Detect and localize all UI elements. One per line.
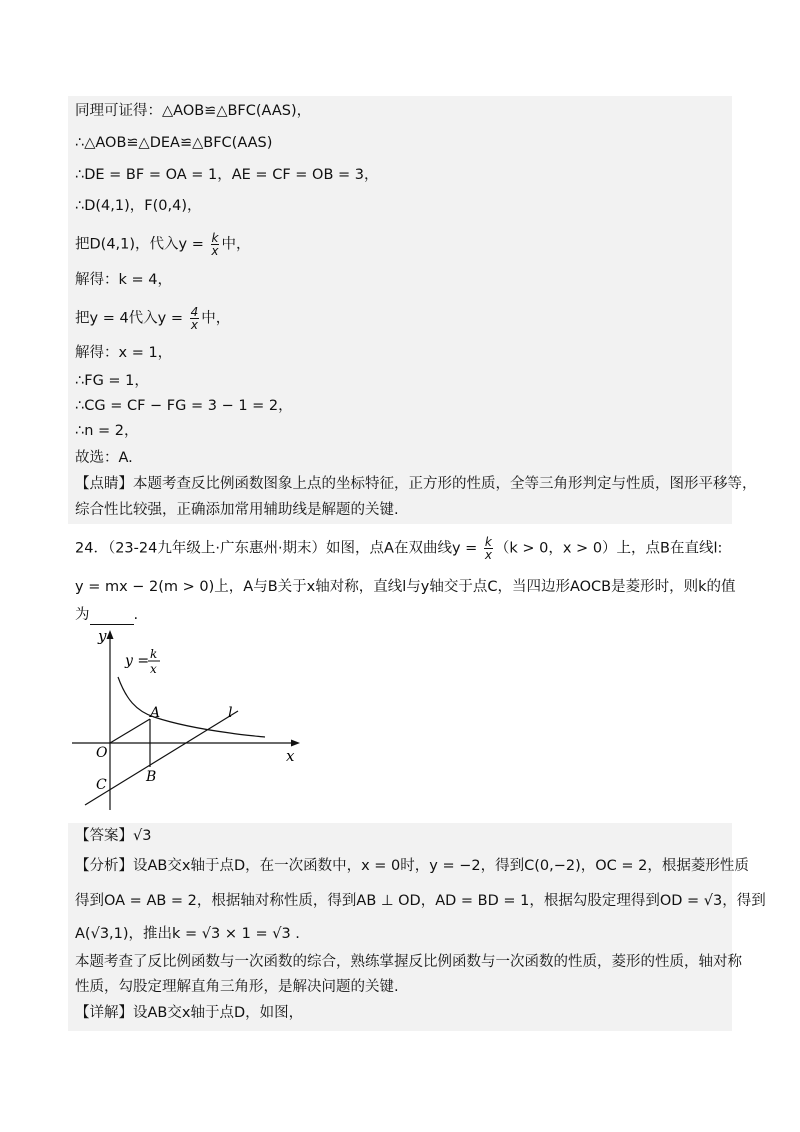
label-O: O — [96, 745, 108, 761]
line-1: 同理可证得：△AOB≌△BFC(AAS)， — [75, 103, 312, 119]
segment-OA — [110, 719, 150, 743]
line-l — [85, 711, 238, 805]
question-line-2: y = mx − 2(m > 0)上，A与B关于x轴对称，直线l与y轴交于点C，当四边形AOCB是菱形时，则k的值 — [75, 579, 736, 595]
question-line-1-suffix: （k > 0，x > 0）上，点B在直线l: — [494, 540, 723, 557]
answer-line: 【答案】√3 — [75, 828, 152, 844]
label-x-axis: x — [286, 747, 295, 765]
fraction-k-over-x — [211, 232, 220, 257]
figure-graph — [70, 625, 310, 815]
answer-blank — [90, 610, 134, 625]
label-y-axis: y — [98, 627, 107, 645]
dianjing-line-1: 【点睛】本题考查反比例函数图象上点的坐标特征，正方形的性质，全等三角形判定与性质，图形平移等， — [75, 476, 757, 492]
line-10: ∴CG = CF − FG = 3 − 1 = 2， — [75, 398, 293, 414]
analysis-line-4: 本题考查了反比例函数与一次函数的综合，熟练掌握反比例函数与一次函数的性质，菱形的性质，轴对称 — [75, 954, 742, 970]
detail-line-1: 【详解】设AB交x轴于点D，如图， — [75, 1005, 304, 1021]
line-5 — [75, 232, 250, 257]
label-curve-den: x — [150, 662, 157, 676]
line-7-prefix: 把y = 4代入y = — [75, 310, 188, 327]
line-5-suffix: 中， — [221, 236, 251, 253]
line-5-prefix: 把D(4,1)，代入y = — [75, 236, 209, 253]
analysis-line-5: 性质，勾股定理解直角三角形，是解决问题的关键. — [75, 979, 399, 995]
label-curve-num: k — [150, 647, 158, 661]
label-curve-prefix: y = — [125, 653, 150, 669]
fraction-denominator: x — [484, 548, 492, 562]
label-l: l — [228, 705, 233, 721]
line-6: 解得：k = 4， — [75, 272, 172, 288]
question-line-1-prefix: 24．（23-24九年级上·广东惠州·期末）如图，点A在双曲线y = — [75, 540, 482, 557]
fraction-numerator: k — [211, 231, 219, 245]
question-line-3-end: . — [133, 607, 139, 623]
fraction-numerator: 4 — [190, 305, 199, 319]
line-4: ∴D(4,1)，F(0,4)， — [75, 198, 202, 214]
label-C: C — [96, 777, 107, 793]
fraction-4-over-x — [190, 306, 200, 331]
fraction-numerator: k — [484, 535, 492, 549]
line-9: ∴FG = 1， — [75, 373, 149, 389]
line-2: ∴△AOB≌△DEA≌△BFC(AAS) — [75, 135, 273, 151]
line-7 — [75, 306, 230, 331]
analysis-line-3: A(√3,1)，推出k = √3 × 1 = √3 . — [75, 926, 300, 942]
line-7-suffix: 中， — [201, 310, 231, 327]
label-B: B — [146, 769, 157, 785]
label-A: A — [150, 705, 161, 721]
line-3: ∴DE = BF = OA = 1，AE = CF = OB = 3， — [75, 167, 379, 183]
fraction-k-over-x — [484, 536, 493, 561]
analysis-line-1: 【分析】设AB交x轴于点D，在一次函数中，x = 0时，y = −2，得到C(0,−2)，OC = 2，根据菱形性质 — [75, 858, 749, 874]
x-axis-arrow — [291, 740, 300, 747]
dianjing-line-2: 综合性比较强，正确添加常用辅助线是解题的关键. — [75, 502, 399, 518]
fraction-denominator: x — [190, 318, 198, 332]
line-8: 解得：x = 1， — [75, 345, 173, 361]
hyperbola-curve — [118, 677, 265, 737]
fraction-denominator: x — [211, 244, 219, 258]
y-axis-arrow — [107, 630, 114, 639]
line-12: 故选：A. — [75, 450, 133, 466]
question-line-1 — [75, 536, 722, 561]
question-line-3-text: 为 — [75, 607, 90, 623]
analysis-line-2: 得到OA = AB = 2，根据轴对称性质，得到AB ⊥ OD，AD = BD = 1，根据勾股定理得到OD = √3，得到 — [75, 893, 766, 909]
line-11: ∴n = 2， — [75, 423, 139, 439]
question-line-3 — [75, 605, 138, 625]
